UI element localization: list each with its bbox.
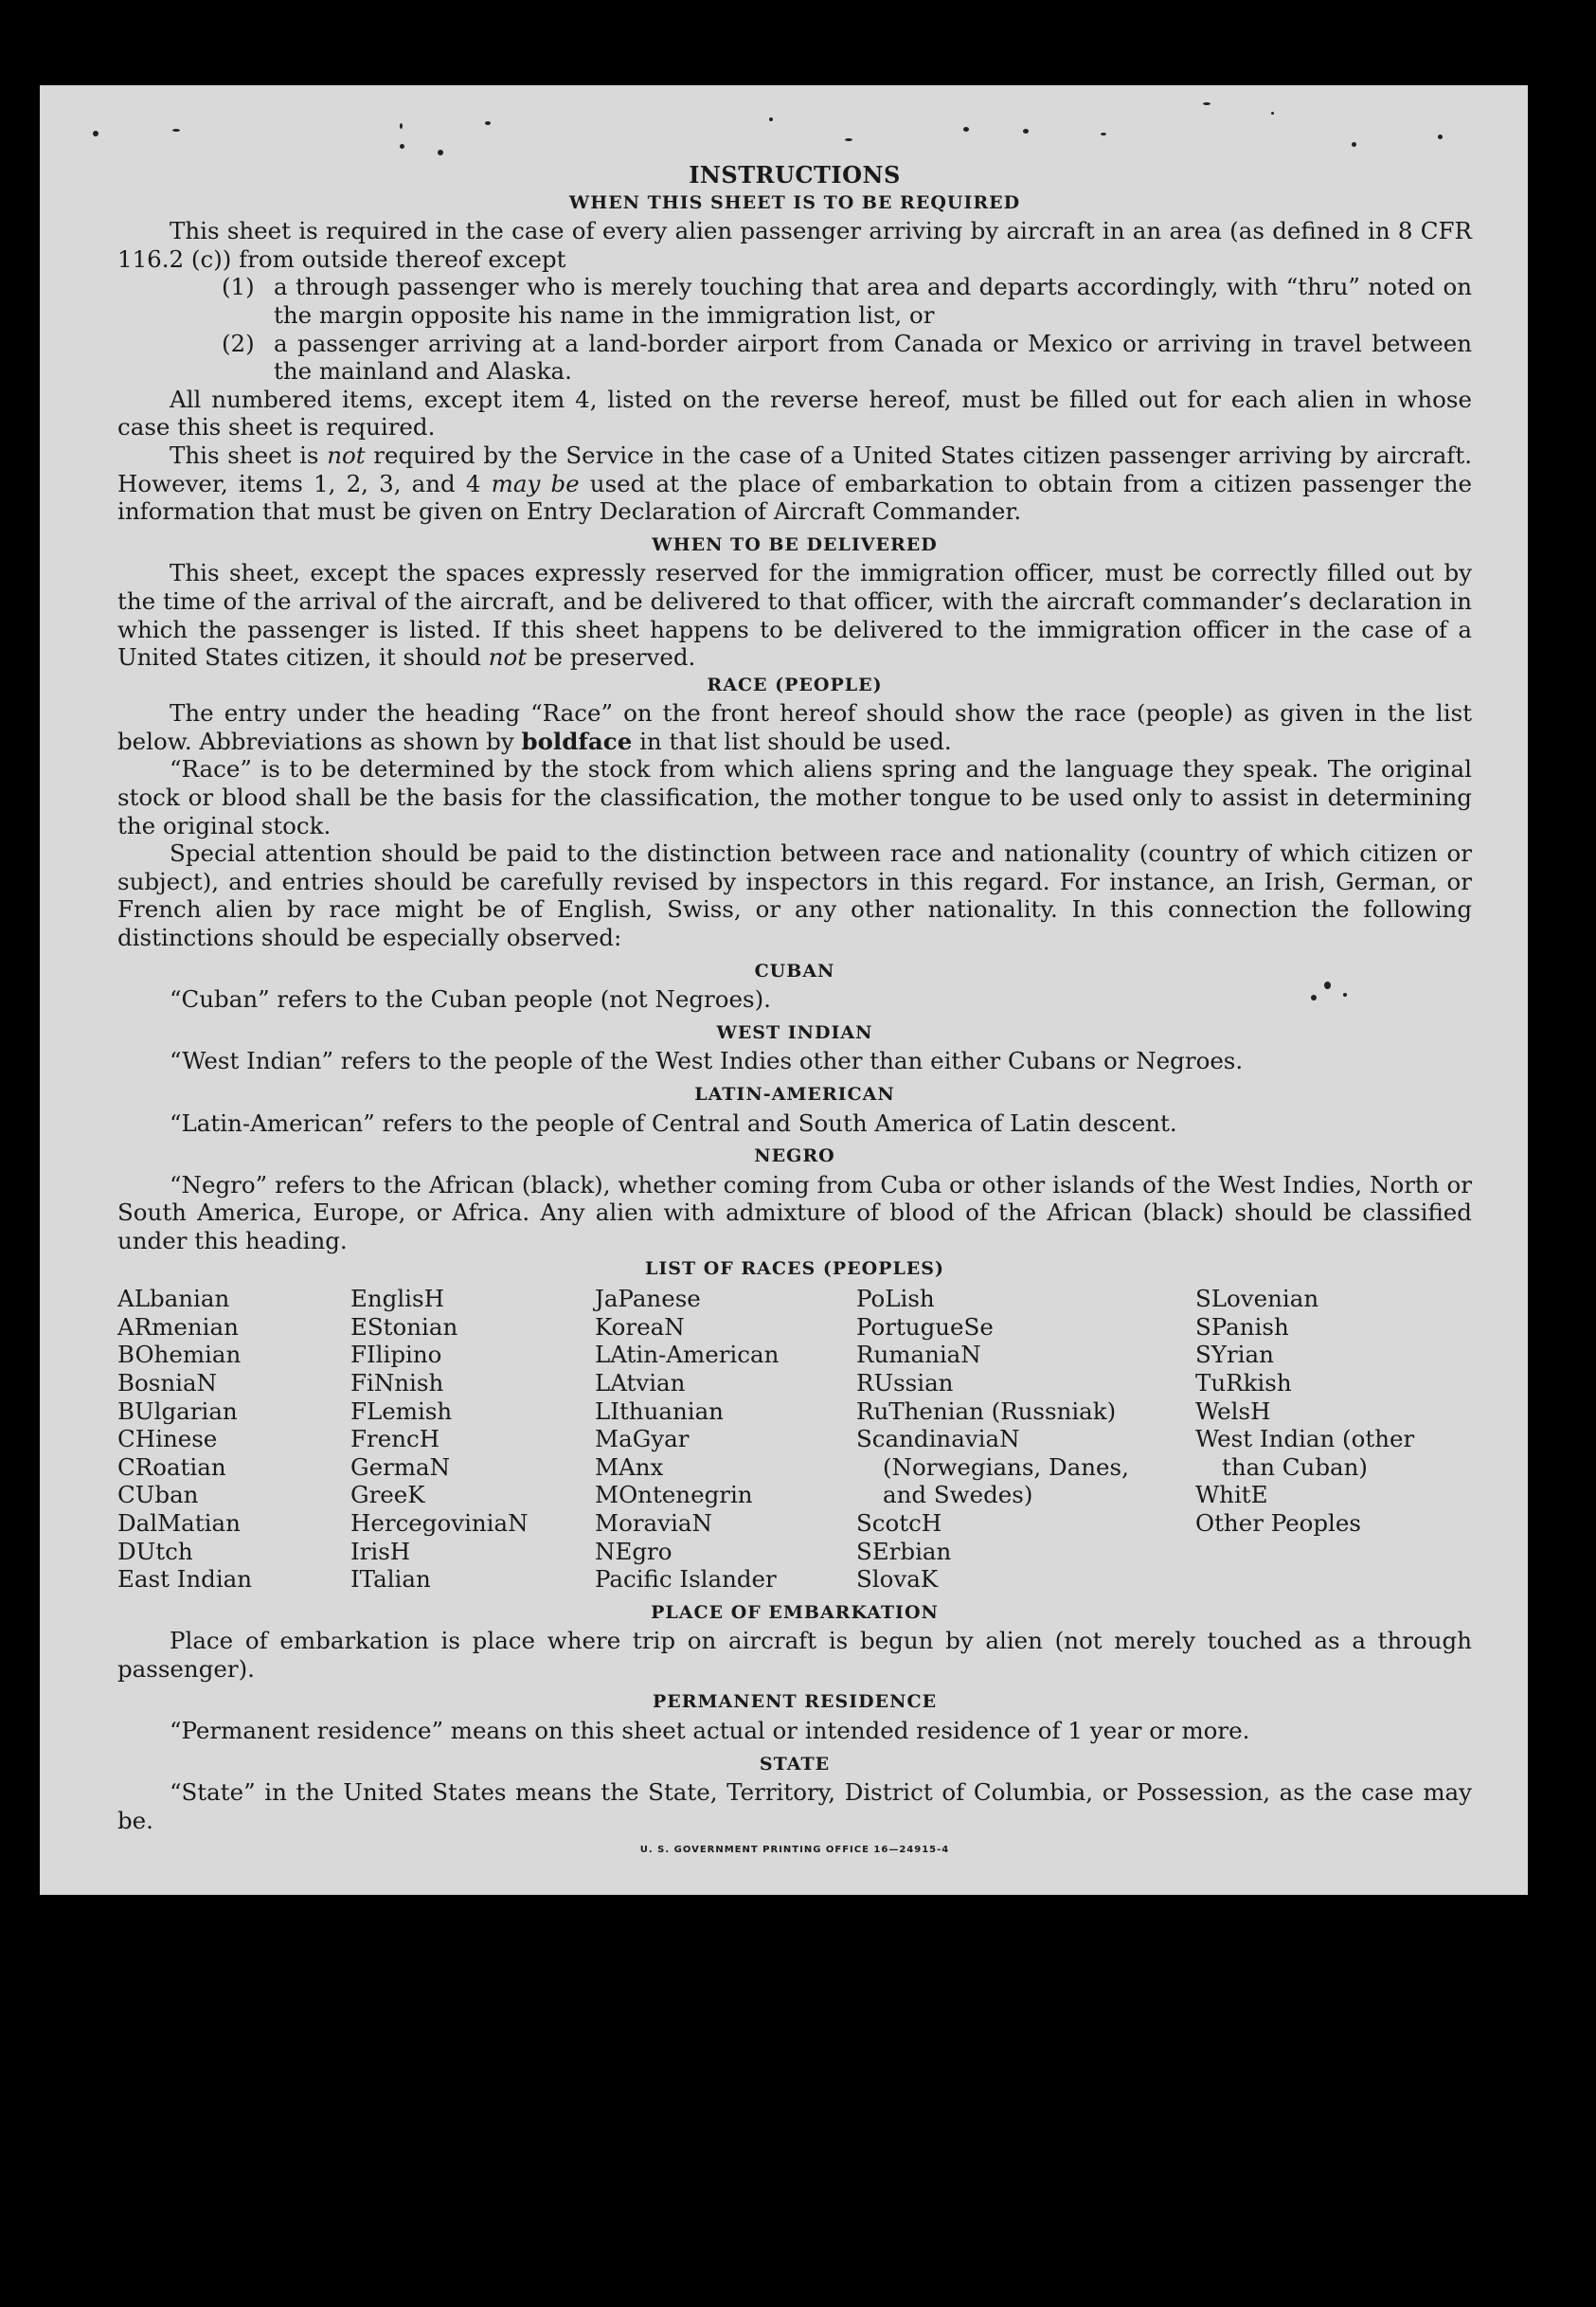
- race-nationality-paragraph: Special attention should be paid to the distinction between race and nationality (country of which citizen or subject), and entries should be carefully revised by inspectors in this regard. For instance, an Irish, German, or French alien by race might be of English, Swiss, or any other nationality. In this connection the following distinctions should be especially observed:: [117, 839, 1472, 952]
- speck: [438, 150, 443, 155]
- speck: [172, 129, 180, 132]
- speck: [963, 127, 969, 132]
- race-column: [856, 1285, 1195, 1594]
- race-entry: MAnx: [595, 1452, 664, 1481]
- race-paragraph: The entry under the heading “Race” on the front hereof should show the race (people) as given in the list below. Abbreviations as shown by boldface in that list should be used.: [117, 699, 1472, 755]
- race-entry: SlovaK: [856, 1565, 939, 1594]
- race-entry: SLovenian: [1195, 1285, 1319, 1313]
- race-entry: LAtvian: [595, 1368, 686, 1397]
- race-entry: WhitE: [1195, 1481, 1268, 1509]
- speck: [1352, 142, 1356, 147]
- race-entry: FrencH: [350, 1425, 440, 1453]
- race-entry: GermaN: [350, 1452, 451, 1481]
- race-entry: RUssian: [856, 1368, 954, 1397]
- speck: [485, 121, 491, 125]
- race-entry: BosniaN: [117, 1368, 217, 1397]
- race-column: [350, 1285, 595, 1594]
- race-column: [117, 1285, 350, 1594]
- page-title: INSTRUCTIONS: [689, 161, 901, 189]
- race-entry: SYrian: [1195, 1341, 1274, 1369]
- race-column: [595, 1285, 856, 1594]
- race-entry: GreeK: [350, 1481, 425, 1509]
- race-entry: MOntenegrin: [595, 1481, 753, 1509]
- race-entry: SErbian: [856, 1537, 952, 1565]
- delivered-heading: WHEN TO BE DELIVERED: [652, 533, 938, 555]
- race-entry: EnglisH: [350, 1285, 444, 1313]
- race-column: [1195, 1285, 1442, 1594]
- numbered-items-paragraph: All numbered items, except item 4, listed on the reverse hereof, must be filled out for each alien in whose case this sheet is required.: [117, 385, 1472, 442]
- race-stock-paragraph: “Race” is to be determined by the stock from which aliens spring and the language they speak. The original stock or blood shall be the basis for the classification, the mother tongue to be used only to assist in determining the original stock.: [117, 755, 1472, 839]
- delivered-paragraph: This sheet, except the spaces expressly reserved for the immigration officer, must be correctly filled out by the time of the arrival of the aircraft, and be delivered to that officer, with the aircraft commander’s declaration in which the passenger is listed. If this sheet happens to be delivered to the immigration officer in the case of a United States citizen, it should not be preserved.: [117, 559, 1472, 672]
- latin-american-heading: LATIN-AMERICAN: [694, 1084, 895, 1105]
- speck: [400, 144, 404, 149]
- race-entry: FiNnish: [350, 1368, 444, 1397]
- race-entry: ALbanian: [117, 1285, 230, 1313]
- race-entry: MaGyar: [595, 1425, 690, 1453]
- race-entry: MoraviaN: [595, 1508, 712, 1537]
- speck: [1101, 133, 1106, 135]
- race-entry: EStonian: [350, 1312, 458, 1341]
- race-entry: LAtin-American: [595, 1341, 780, 1369]
- item-number: (1): [222, 273, 255, 301]
- race-entry: NEgro: [595, 1537, 672, 1565]
- residence-text: “Permanent residence” means on this sheet actual or intended residence of 1 year or more.: [170, 1717, 1250, 1745]
- embarkation-heading: PLACE OF EMBARKATION: [651, 1601, 939, 1623]
- race-entry: FLemish: [350, 1397, 453, 1425]
- item-text: a passenger arriving at a land-border airport from Canada or Mexico or arriving in travel between the mainland and Alaska.: [274, 329, 1472, 386]
- race-entry: East Indian: [117, 1565, 253, 1594]
- speck: [1203, 102, 1210, 105]
- race-entry: TuRkish: [1195, 1368, 1292, 1397]
- race-entry: RuThenian (Russniak): [856, 1397, 1117, 1425]
- negro-heading: NEGRO: [754, 1145, 835, 1167]
- cuban-heading: CUBAN: [754, 960, 835, 982]
- race-entry: Other Peoples: [1195, 1508, 1361, 1537]
- printing-office-footer: U. S. GOVERNMENT PRINTING OFFICE 16—24915-4: [639, 1845, 950, 1856]
- race-entry: DalMatian: [117, 1508, 241, 1537]
- latin-american-text: “Latin-American” refers to the people of Central and South America of Latin descent.: [170, 1108, 1177, 1137]
- embarkation-text: Place of embarkation is place where trip on aircraft is begun by alien (not merely touched as a through passenger).: [117, 1627, 1472, 1683]
- speck: [400, 123, 403, 129]
- state-text: “State” in the United States means the State, Territory, District of Columbia, or Possession, as the case may be.: [117, 1778, 1472, 1834]
- race-entry: JaPanese: [595, 1285, 701, 1313]
- race-entry: RumaniaN: [856, 1341, 981, 1369]
- required-paragraph: This sheet is required in the case of every alien passenger arriving by aircraft in an area (as defined in 8 CFR 116.2 (c)) from outside thereof except: [117, 217, 1472, 273]
- item-text: a through passenger who is merely touching that area and departs accordingly, with “thru” noted on the margin opposite his name in the immigration list, or: [274, 273, 1472, 329]
- speck: [845, 138, 852, 141]
- exception-item: [222, 273, 1472, 329]
- race-entry: HercegoviniaN: [350, 1508, 529, 1537]
- required-heading: WHEN THIS SHEET IS TO BE REQUIRED: [568, 191, 1021, 213]
- speck: [93, 131, 99, 136]
- race-list-heading: LIST OF RACES (PEOPLES): [645, 1257, 944, 1279]
- race-entry: PoLish: [856, 1285, 935, 1313]
- residence-heading: PERMANENT RESIDENCE: [652, 1691, 938, 1713]
- citizen-paragraph: This sheet is not required by the Service in the case of a United States citizen passenger arriving by aircraft. However, items 1, 2, 3, and 4 may be used at the place of embarkation to obtain from a citizen passenger the information that must be given on Entry Declaration of Aircraft Commander.: [117, 441, 1472, 526]
- state-heading: STATE: [759, 1753, 831, 1775]
- race-entry: CUban: [117, 1481, 199, 1509]
- race-entry: ARmenian: [117, 1312, 239, 1341]
- west-indian-text: “West Indian” refers to the people of the West Indies other than either Cubans or Negroes.: [170, 1047, 1244, 1075]
- race-entry: FIlipino: [350, 1341, 442, 1369]
- race-entry: WelsH: [1195, 1397, 1271, 1425]
- speck: [769, 117, 773, 121]
- race-entry: Pacific Islander: [595, 1565, 777, 1594]
- item-number: (2): [222, 329, 255, 357]
- west-indian-heading: WEST INDIAN: [716, 1021, 873, 1043]
- exception-item: [222, 330, 1472, 386]
- race-list: [117, 1285, 1472, 1594]
- race-entry: IrisH: [350, 1537, 411, 1565]
- race-entry: BUlgarian: [117, 1397, 238, 1425]
- cuban-text: “Cuban” refers to the Cuban people (not Negroes).: [170, 985, 771, 1014]
- negro-text: “Negro” refers to the African (black), whether coming from Cuba or other islands of the West Indies, North or South America, Europe, or Africa. Any alien with admixture of blood of the African (black) should be classified under this heading.: [117, 1170, 1472, 1254]
- race-entry: KoreaN: [595, 1312, 685, 1341]
- race-entry: LIthuanian: [595, 1397, 724, 1425]
- race-entry: ITalian: [350, 1565, 431, 1594]
- race-entry: ScotcH: [856, 1508, 942, 1537]
- race-entry: ScandinaviaN (Norwegians, Danes, and Swedes): [856, 1425, 1129, 1509]
- speck: [1023, 129, 1029, 134]
- race-entry: CRoatian: [117, 1452, 226, 1481]
- speck: [1271, 112, 1274, 115]
- race-entry: CHinese: [117, 1425, 218, 1453]
- race-entry: SPanish: [1195, 1312, 1289, 1341]
- race-entry: PortugueSe: [856, 1312, 994, 1341]
- instruction-sheet: [40, 85, 1528, 1895]
- race-heading: RACE (PEOPLE): [707, 674, 883, 695]
- speck: [1438, 135, 1443, 139]
- race-entry: West Indian (other than Cuban): [1195, 1425, 1415, 1481]
- race-entry: DUtch: [117, 1537, 193, 1565]
- race-entry: BOhemian: [117, 1341, 242, 1369]
- instructions-text: [117, 161, 1472, 1865]
